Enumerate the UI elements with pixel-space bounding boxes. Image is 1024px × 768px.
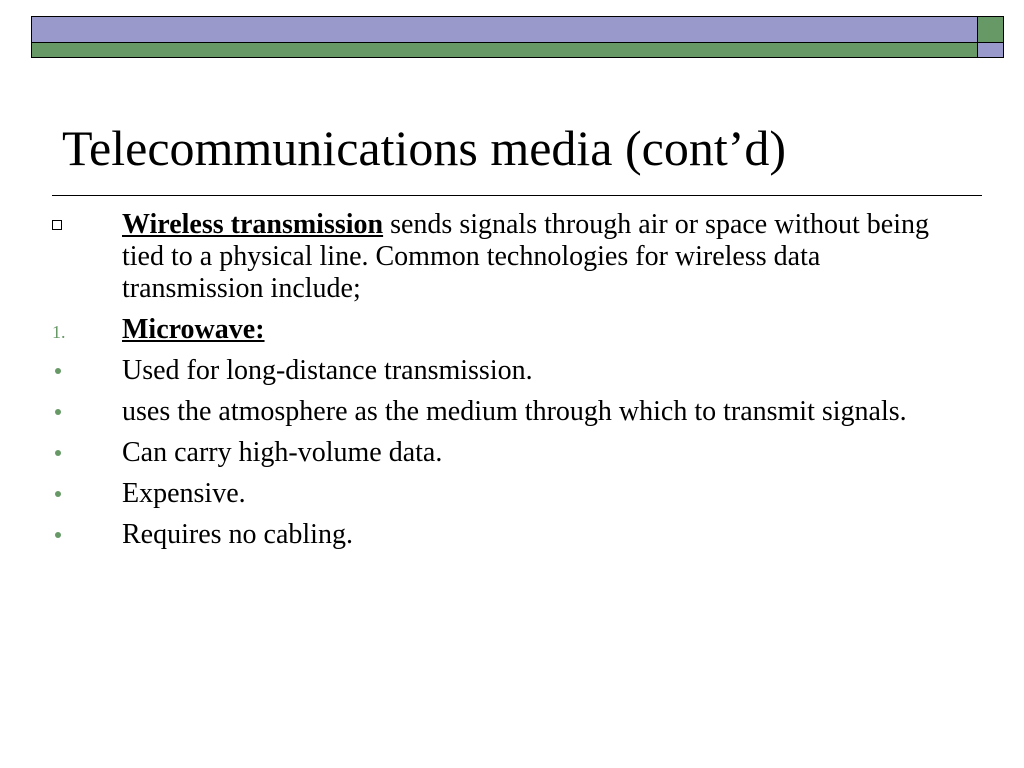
corner-block-green-top — [978, 17, 1003, 43]
header-band-purple — [32, 17, 977, 43]
list-item-text: Expensive. — [122, 478, 246, 509]
square-bullet-icon — [52, 209, 72, 241]
numbered-heading: Microwave: — [122, 314, 265, 345]
list-item-text: Used for long-distance transmission. — [122, 355, 533, 386]
title-divider — [52, 195, 982, 196]
list-item — [0, 478, 952, 510]
header-bar — [31, 16, 978, 58]
list-item-text: Requires no cabling. — [122, 519, 353, 550]
list-item-text: uses the atmosphere as the medium through which to transmit signals. — [122, 396, 907, 427]
dot-bullet-icon — [52, 396, 72, 428]
intro-paragraph — [0, 209, 952, 305]
intro-text: sends signals through air or space without being tied to a physical line. Common technologies for wireless data transmission include; — [122, 209, 929, 304]
list-item — [0, 437, 952, 469]
numbered-item — [0, 314, 952, 346]
corner-block-purple-bottom — [978, 43, 1003, 57]
number-label: 1. — [52, 322, 66, 342]
list-item-text: Can carry high-volume data. — [122, 437, 443, 468]
header-band-green — [32, 43, 977, 57]
list-item — [0, 519, 952, 551]
list-item — [0, 396, 952, 428]
dot-bullet-icon — [52, 355, 72, 387]
dot-bullet-icon — [52, 437, 72, 469]
dot-bullet-icon — [52, 478, 72, 510]
slide-title: Telecommunications media (cont’d) — [62, 120, 787, 176]
number-marker — [52, 314, 72, 346]
list-item — [0, 355, 952, 387]
header-corner-block — [978, 16, 1004, 58]
dot-bullet-icon — [52, 519, 72, 551]
slide-body — [0, 209, 1024, 560]
intro-term: Wireless transmission — [122, 209, 384, 240]
